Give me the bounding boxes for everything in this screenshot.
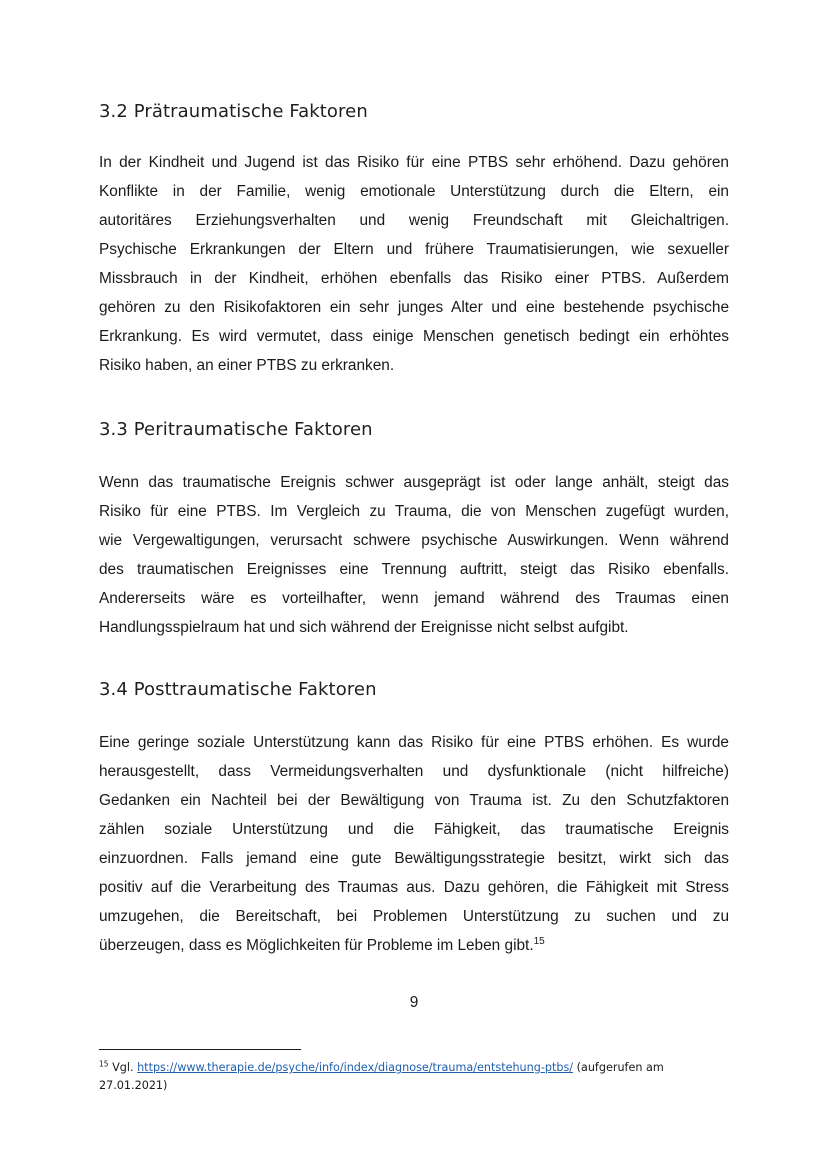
text-line: Erkrankung. Es wird vermutet, dass einige Menschen genetisch bedingt ein erhöhtes xyxy=(99,328,729,345)
footnote-link[interactable]: https://www.therapie.de/psyche/info/index/diagnose/trauma/entstehung-ptbs/ xyxy=(137,1061,574,1074)
footnote-divider xyxy=(99,1049,301,1050)
text-line: Wenn das traumatische Ereignis schwer ausgeprägt ist oder lange anhält, steigt das xyxy=(99,474,729,491)
footnote xyxy=(99,1059,709,1095)
section-paragraph-3-2 xyxy=(99,148,729,380)
section-heading-3-3: 3.3 Peritraumatische Faktoren xyxy=(99,419,373,440)
footnote-reference[interactable]: 15 xyxy=(533,935,545,947)
text-line: Risiko für eine PTBS. Im Vergleich zu Trauma, die von Menschen zugefügt wurden, xyxy=(99,503,729,520)
text-line: des traumatischen Ereignisses eine Trennung auftritt, steigt das Risiko ebenfalls. xyxy=(99,561,729,578)
text-line: Risiko haben, an einer PTBS zu erkranken. xyxy=(99,357,395,374)
text-line: Andererseits wäre es vorteilhafter, wenn jemand während des Traumas einen xyxy=(99,590,729,607)
text-line: Konflikte in der Familie, wenig emotionale Unterstützung durch die Eltern, ein xyxy=(99,183,729,200)
section-heading-3-4: 3.4 Posttraumatische Faktoren xyxy=(99,679,377,700)
text-line: Eine geringe soziale Unterstützung kann das Risiko für eine PTBS erhöhen. Es wurde xyxy=(99,734,729,751)
text-line: Handlungsspielraum hat und sich während der Ereignisse nicht selbst aufgibt. xyxy=(99,619,629,636)
text-line-content: überzeugen, dass es Möglichkeiten für Probleme im Leben gibt. xyxy=(99,937,534,954)
text-line: gehören zu den Risikofaktoren ein sehr junges Alter und eine bestehende psychische xyxy=(99,299,729,316)
section-paragraph-3-3 xyxy=(99,468,729,642)
section-heading-3-2: 3.2 Prätraumatische Faktoren xyxy=(99,101,368,122)
page-number: 9 xyxy=(409,994,419,1011)
text-line: Gedanken ein Nachteil bei der Bewältigung von Trauma ist. Zu den Schutzfaktoren xyxy=(99,792,729,809)
footnote-date: 27.01.2021) xyxy=(99,1079,168,1092)
text-line: positiv auf die Verarbeitung des Traumas aus. Dazu gehören, die Fähigkeit mit Stress xyxy=(99,879,729,896)
text-line xyxy=(99,931,729,960)
footnote-prefix: Vgl. xyxy=(112,1061,134,1074)
text-line: umzugehen, die Bereitschaft, bei Problemen Unterstützung zu suchen und zu xyxy=(99,908,729,925)
text-line: einzuordnen. Falls jemand eine gute Bewältigungsstrategie besitzt, wirkt sich das xyxy=(99,850,729,867)
text-line: Psychische Erkrankungen der Eltern und frühere Traumatisierungen, wie sexueller xyxy=(99,241,729,258)
text-line: Missbrauch in der Kindheit, erhöhen ebenfalls das Risiko einer PTBS. Außerdem xyxy=(99,270,729,287)
footnote-number: 15 xyxy=(99,1059,109,1069)
text-line: wie Vergewaltigungen, verursacht schwere psychische Auswirkungen. Wenn während xyxy=(99,532,729,549)
text-line: autoritäres Erziehungsverhalten und wenig Freundschaft mit Gleichaltrigen. xyxy=(99,212,729,229)
text-line: zählen soziale Unterstützung und die Fähigkeit, das traumatische Ereignis xyxy=(99,821,729,838)
text-line: herausgestellt, dass Vermeidungsverhalten und dysfunktionale (nicht hilfreiche) xyxy=(99,763,729,780)
text-line: In der Kindheit und Jugend ist das Risiko für eine PTBS sehr erhöhend. Dazu gehören xyxy=(99,154,729,171)
footnote-suffix: (aufgerufen am xyxy=(576,1061,664,1074)
section-paragraph-3-4 xyxy=(99,728,729,960)
